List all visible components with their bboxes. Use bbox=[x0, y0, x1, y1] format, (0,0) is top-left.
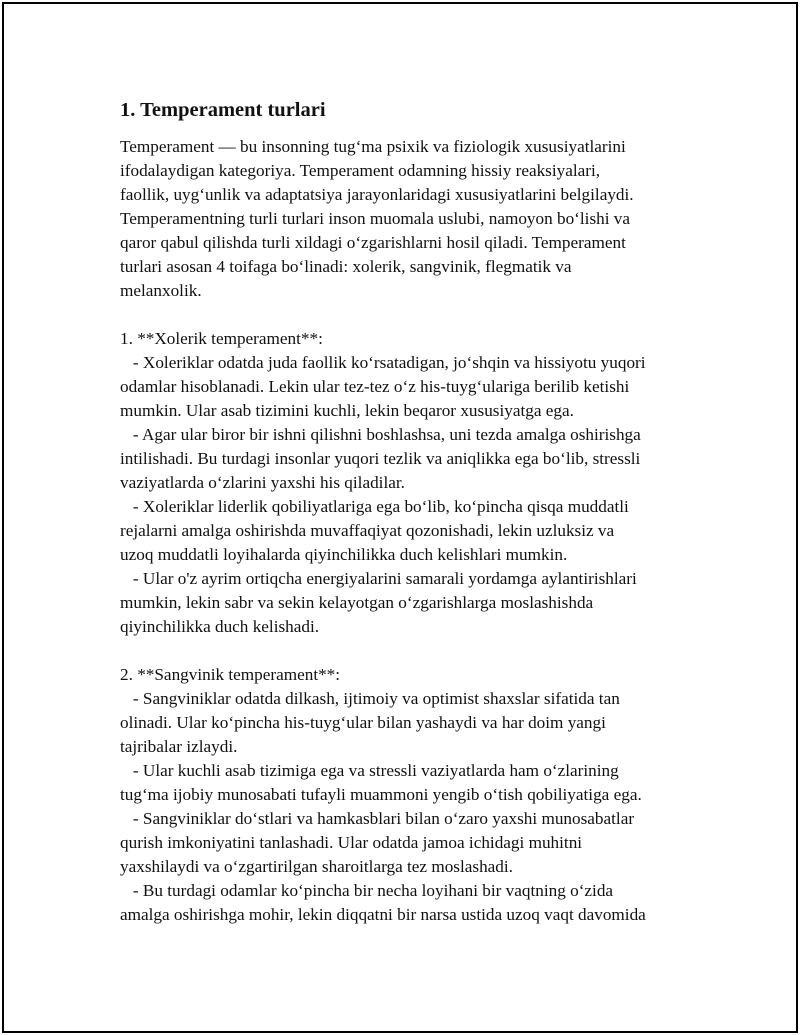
list-heading: 2. **Sangvinik temperament**: bbox=[120, 665, 341, 684]
text-line: Temperament — bu insonning tug‘ma psixik va fiziologik xususiyatlarini bbox=[120, 137, 626, 156]
text-line: qiyinchilikka duch kelishadi. bbox=[120, 617, 320, 636]
text-line: ifodalaydigan kategoriya. Temperament odamning hissiy reaksiyalari, bbox=[120, 161, 601, 180]
text-line: uzoq muddatli loyihalarda qiyinchilikka duch kelishlari mumkin. bbox=[120, 545, 568, 564]
section-heading: 1. Temperament turlari bbox=[120, 99, 326, 121]
blank-line bbox=[120, 639, 700, 663]
document-body bbox=[120, 96, 700, 927]
text-block bbox=[120, 135, 700, 927]
text-line: yaxshilaydi va o‘zgartirilgan sharoitlarga tez moslashadi. bbox=[120, 857, 513, 876]
text-line: - Xoleriklar liderlik qobiliyatlariga ega bo‘lib, ko‘pincha qisqa muddatli bbox=[120, 497, 629, 516]
text-line: intilishadi. Bu turdagi insonlar yuqori tezlik va aniqlikka ega bo‘lib, stressli bbox=[120, 449, 641, 468]
text-line: Temperamentning turli turlari inson muomala uslubi, namoyon bo‘lishi va bbox=[120, 209, 631, 228]
text-line: qurish imkoniyatini tanlashadi. Ular odatda jamoa ichidagi muhitni bbox=[120, 833, 583, 852]
text-line: - Xoleriklar odatda juda faollik ko‘rsatadigan, jo‘shqin va hissiyotu yuqori bbox=[120, 353, 646, 372]
text-line: odamlar hisoblanadi. Lekin ular tez-tez o‘z his-tuyg‘ulariga berilib ketishi bbox=[120, 377, 630, 396]
page-frame bbox=[2, 2, 798, 1033]
blank-line bbox=[120, 303, 700, 327]
text-line: amalga oshirishga mohir, lekin diqqatni bir narsa ustida uzoq vaqt davomida bbox=[120, 905, 646, 924]
text-line: vaziyatlarda o‘zlarini yaxshi his qiladilar. bbox=[120, 473, 405, 492]
text-line: - Agar ular biror bir ishni qilishni boshlashsa, uni tezda amalga oshirishga bbox=[120, 425, 641, 444]
text-line: tug‘ma ijobiy munosabati tufayli muammoni yengib o‘tish qobiliyatiga ega. bbox=[120, 785, 642, 804]
text-line: - Ular kuchli asab tizimiga ega va stressli vaziyatlarda ham o‘zlarining bbox=[120, 761, 619, 780]
text-line: turlari asosan 4 toifaga bo‘linadi: xolerik, sangvinik, flegmatik va bbox=[120, 257, 572, 276]
text-line: qaror qabul qilishda turli xildagi o‘zgarishlarni hosil qiladi. Temperament bbox=[120, 233, 626, 252]
text-line: - Bu turdagi odamlar ko‘pincha bir necha loyihani bir vaqtning o‘zida bbox=[120, 881, 614, 900]
text-line: tajribalar izlaydi. bbox=[120, 737, 238, 756]
text-line: - Sangviniklar odatda dilkash, ijtimoiy va optimist shaxslar sifatida tan bbox=[120, 689, 620, 708]
text-line: mumkin. Ular asab tizimini kuchli, lekin beqaror xususiyatga ega. bbox=[120, 401, 574, 420]
text-line: olinadi. Ular ko‘pincha his-tuyg‘ular bilan yashaydi va har doim yangi bbox=[120, 713, 606, 732]
text-line: melanxolik. bbox=[120, 281, 202, 300]
text-line: faollik, uyg‘unlik va adaptatsiya jarayonlaridagi xususiyatlarini belgilaydi. bbox=[120, 185, 634, 204]
text-line: mumkin, lekin sabr va sekin kelayotgan o‘zgarishlarga moslashishda bbox=[120, 593, 594, 612]
text-line: - Sangviniklar do‘stlari va hamkasblari bilan o‘zaro yaxshi munosabatlar bbox=[120, 809, 635, 828]
text-line: rejalarni amalga oshirishda muvaffaqiyat qozonishadi, lekin uzluksiz va bbox=[120, 521, 615, 540]
list-heading: 1. **Xolerik temperament**: bbox=[120, 329, 323, 348]
text-line: - Ular o'z ayrim ortiqcha energiyalarini samarali yordamga aylantirishlari bbox=[120, 569, 637, 588]
